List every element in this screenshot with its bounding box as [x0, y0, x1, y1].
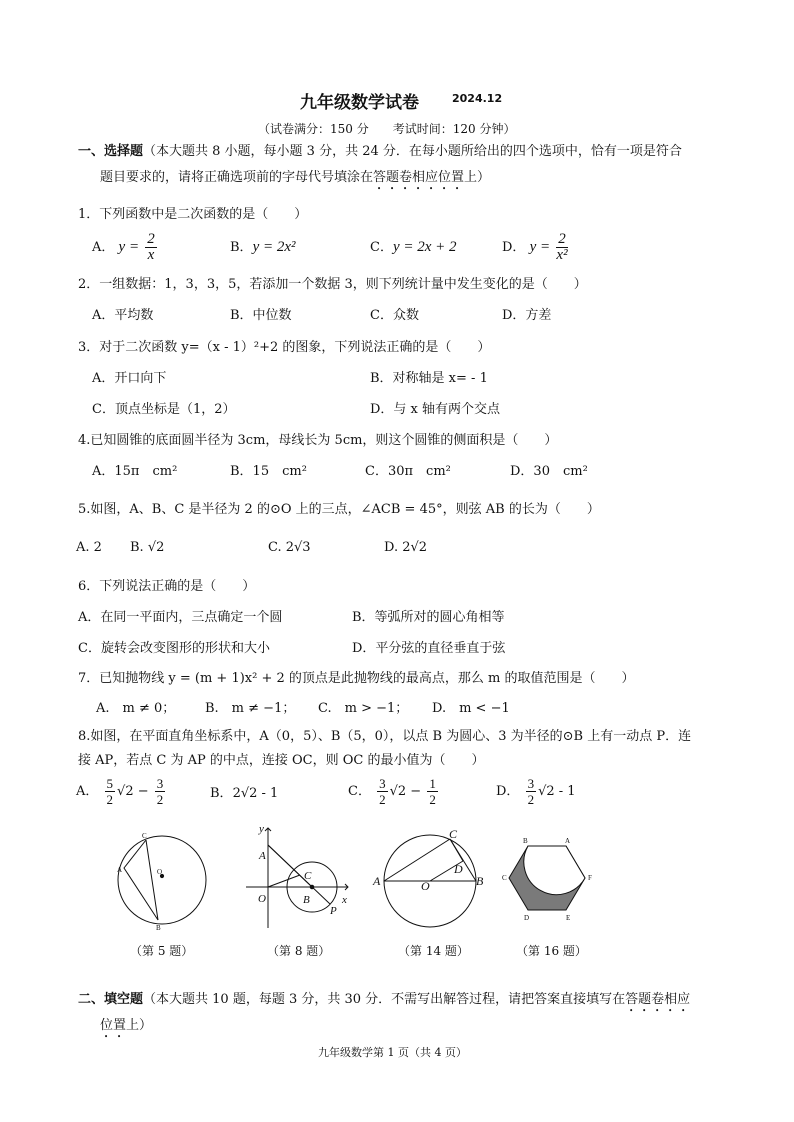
exam-info: （试卷满分：150 分 考试时间：120 分钟） — [258, 122, 516, 136]
section1-heading: 一、选择题 — [78, 144, 144, 159]
q3-option-d: D．与 x 轴有两个交点 — [370, 402, 501, 417]
q6-option-c: C．旋转会改变图形的形状和大小 — [78, 641, 270, 656]
q4-stem: 4.已知圆锥的底面圆半径为 3cm，母线长为 5cm，则这个圆锥的侧面积是（ ） — [78, 433, 558, 448]
q5-stem: 5.如图，A、B、C 是半径为 2 的⊙O 上的三点，∠ACB = 45°，则弦 AB 的长为（ ） — [78, 502, 600, 517]
q4-option-b: B．15 cm² — [230, 464, 307, 479]
fig8-label-c: C — [304, 870, 312, 882]
page-title: 九年级数学试卷 — [300, 93, 419, 113]
section1-desc-line1: （本大题共 8 小题，每小题 3 分，共 24 分．在每小题所给出的四个选项中，恰有一项是符合 — [143, 144, 682, 159]
fig14-label-a: A — [373, 874, 381, 888]
q3-option-c: C．顶点坐标是（1，2） — [92, 402, 236, 417]
q6-option-d: D．平分弦的直径垂直于弦 — [352, 641, 506, 656]
section1-desc-line2: 题目要求的，请将正确选项前的字母代号填涂在答题卷相应位置上） — [100, 170, 491, 185]
fig14-label-o: O — [421, 879, 430, 893]
caption-q8: （第 8 题） — [267, 944, 331, 958]
fig8-label-p: P — [330, 905, 337, 917]
fig8-label-o: O — [258, 893, 266, 905]
caption-q16: （第 16 题） — [516, 944, 587, 958]
q8-stem-line2: 接 AP，若点 C 为 AP 的中点，连接 OC，则 OC 的最小值为（ ） — [78, 753, 485, 768]
q1-option-d: D． y = $\frac{2}{\text{x²}}$ — [502, 231, 568, 263]
fig16-label-e: E — [566, 914, 571, 922]
fig8-label-b: B — [303, 894, 310, 906]
q8-option-a: A． $\frac{5}{2}$ √2 − $\frac{3}{2}$ — [76, 776, 164, 807]
q4-option-a: A．15π cm² — [92, 464, 178, 479]
fig14-label-d: D — [454, 862, 463, 876]
q5-option-a: A. 2 — [76, 540, 102, 555]
q7-option-d: D. m < −1 — [432, 701, 510, 716]
caption-q14: （第 14 题） — [398, 944, 469, 958]
fig8-label-x: x — [342, 894, 347, 906]
fig14-label-c: C — [449, 827, 458, 841]
q1-option-c: C．y = 2x + 2 — [370, 239, 457, 255]
q1-option-b: B．y = 2x² — [230, 239, 296, 255]
q2-stem: 2．一组数据：1，3，3，5，若添加一个数据 3，则下列统计量中发生变化的是（ ） — [78, 277, 587, 292]
exam-date: 2024.12 — [452, 92, 503, 105]
fig16-label-c: C — [502, 874, 507, 882]
fig5-label-a: A — [117, 866, 123, 874]
fig16-label-f: F — [588, 874, 592, 882]
fig5-label-b: B — [156, 924, 161, 932]
fig5-label-o: O — [157, 868, 163, 876]
q8-option-b: B．2√2 - 1 — [210, 786, 279, 801]
caption-q5: （第 5 题） — [130, 944, 194, 958]
q1-option-a: A． y = $\frac{2}{x}$ — [92, 231, 155, 263]
fig14-label-b: B — [476, 874, 484, 888]
figure-q14 — [384, 835, 476, 927]
q6-option-a: A．在同一平面内，三点确定一个圆 — [78, 610, 283, 625]
fig16-label-b: B — [523, 837, 528, 845]
q7-option-b: B. m ≠ −1； — [205, 701, 296, 716]
q7-option-a: A. m ≠ 0； — [96, 701, 176, 716]
q1-stem: 1．下列函数中是二次函数的是（ ） — [78, 207, 308, 222]
q7-option-c: C. m > −1； — [318, 701, 409, 716]
q2-option-a: A．平均数 — [92, 308, 154, 323]
q8-stem-line1: 8.如图，在平面直角坐标系中，A（0，5）、B（5，0），以点 B 为圆心、3 为半径的⊙B 上有一动点 P．连 — [78, 729, 692, 744]
figure-q16 — [509, 846, 585, 910]
fig5-label-c: C — [142, 832, 147, 840]
page-footer: 九年级数学第 1 页（共 4 页） — [318, 1046, 467, 1059]
q2-option-d: D．方差 — [502, 308, 552, 323]
fig8-label-y: y — [259, 823, 264, 835]
q7-stem: 7．已知抛物线 y = (m + 1)x² + 2 的顶点是此抛物线的最高点，那么 m 的取值范围是（ ） — [78, 671, 635, 686]
q3-stem: 3．对于二次函数 y=（x - 1）²+2 的图象，下列说法正确的是（ ） — [78, 340, 491, 355]
q6-stem: 6．下列说法正确的是（ ） — [78, 579, 256, 594]
q5-option-c: C. 2√3 — [268, 540, 311, 555]
q3-option-b: B．对称轴是 x= - 1 — [370, 371, 488, 386]
fig16-label-d: D — [524, 914, 530, 922]
q2-option-c: C．众数 — [370, 308, 419, 323]
q4-option-c: C．30π cm² — [365, 464, 451, 479]
figure-q5 — [118, 836, 206, 924]
q6-option-b: B．等弧所对的圆心角相等 — [352, 610, 505, 625]
fig16-label-a: A — [565, 837, 571, 845]
q8-option-c: C． $\frac{3}{2}$ √2 − $\frac{1}{2}$ — [348, 776, 436, 807]
q8-option-d: D． $\frac{3}{2}$ √2 - 1 — [496, 776, 576, 807]
section2-heading: 二、填空题 — [78, 992, 144, 1007]
section2-intro: 二、填空题（本大题共 10 题，每题 3 分，共 30 分．不需写出解答过程，请把答案直接填写在答题卷相应 — [78, 992, 691, 1007]
q3-option-a: A．开口向下 — [92, 371, 167, 386]
q4-option-d: D．30 cm² — [510, 464, 588, 479]
q5-option-b: B. √2 — [130, 540, 165, 555]
q2-option-b: B．中位数 — [230, 308, 292, 323]
fig8-label-a: A — [259, 850, 266, 862]
q5-option-d: D. 2√2 — [384, 540, 428, 555]
section2-desc-line2: 位置上） — [100, 1018, 153, 1033]
